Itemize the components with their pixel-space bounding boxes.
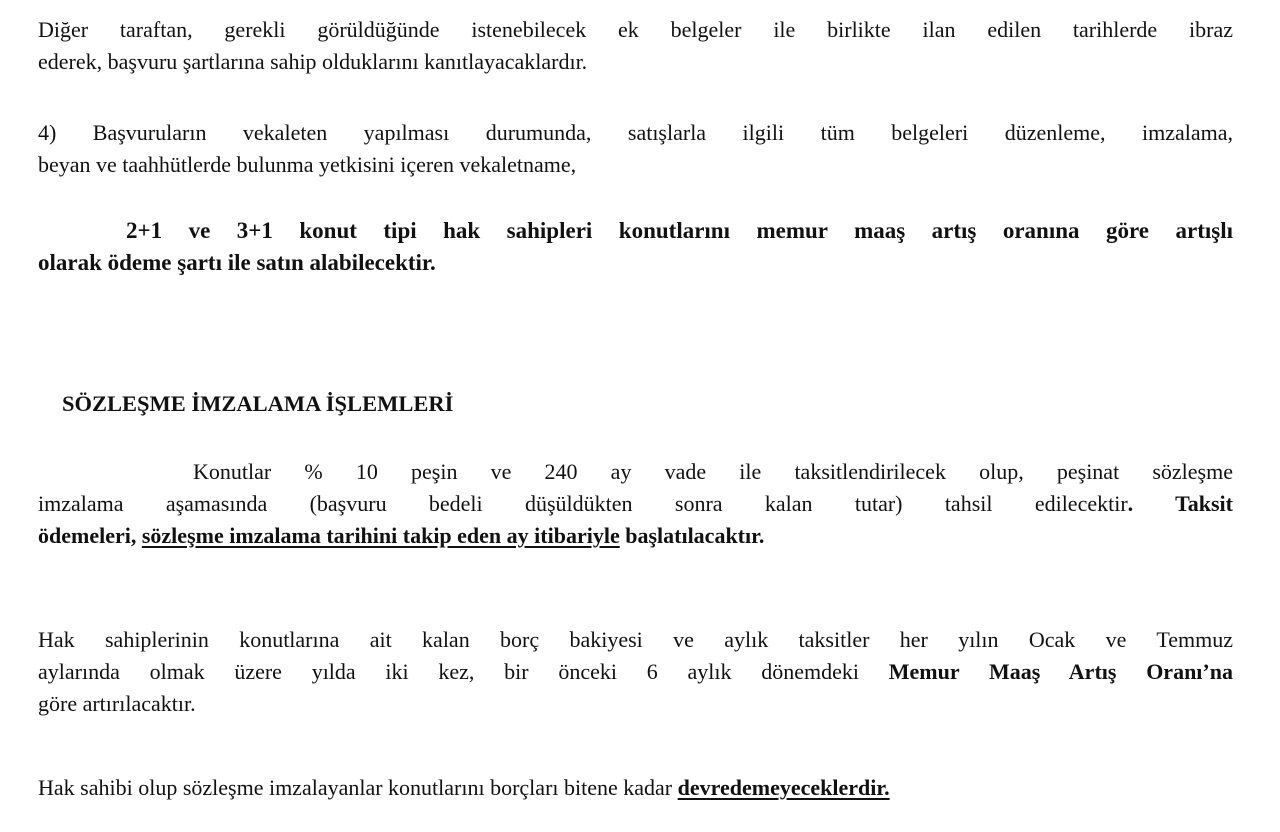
paragraph-transfer-restriction xyxy=(38,772,1233,804)
text-bold: . Taksit xyxy=(1127,491,1233,516)
paragraph-line xyxy=(38,488,1233,520)
text-normal: imzalama aşamasında (başvuru bedeli düşüldükten sonra kalan tutar) tahsil edilecektir xyxy=(38,491,1128,516)
section-heading: SÖZLEŞME İMZALAMA İŞLEMLERİ xyxy=(62,391,454,416)
paragraph-debt-adjustment xyxy=(38,624,1233,720)
text-bold: başlatılacaktır. xyxy=(619,523,765,548)
text-bold-underlined: devredemeyeceklerdir. xyxy=(677,775,890,800)
paragraph-housing-types xyxy=(38,215,1233,279)
paragraph-line: 4) Başvuruların vekaleten yapılması durumunda, satışlarla ilgili tüm belgeleri düzenleme, imzalama, xyxy=(38,120,1233,145)
paragraph-payment-terms xyxy=(38,456,1233,552)
paragraph-line: beyan ve taahhütlerde bulunma yetkisini içeren vekaletname, xyxy=(38,152,577,177)
paragraph-line: 2+1 ve 3+1 konut tipi hak sahipleri konutlarını memur maaş artış oranına göre artışlı xyxy=(126,218,1233,243)
paragraph-line xyxy=(38,656,1233,688)
paragraph-line: ederek, başvuru şartlarına sahip olduklarını kanıtlayacaklardır. xyxy=(38,49,588,74)
paragraph-line: Diğer taraftan, gerekli görüldüğünde istenebilecek ek belgeler ile birlikte ilan edilen tarihlerde ibraz xyxy=(38,17,1233,42)
text-normal: aylarında olmak üzere yılda iki kez, bir önceki 6 aylık dönemdeki xyxy=(38,659,889,684)
paragraph-proxy xyxy=(38,117,1233,181)
paragraph-line: olarak ödeme şartı ile satın alabilecektir. xyxy=(38,250,436,275)
text-underlined: sözleşme imzalama tarihini takip eden ay itibariyle xyxy=(141,523,620,548)
text-bold: Memur Maaş Artış Oranı’na xyxy=(888,659,1233,684)
paragraph-line xyxy=(38,520,1233,552)
paragraph-line: göre artırılacaktır. xyxy=(38,691,196,716)
paragraph-line: Hak sahiplerinin konutlarına ait kalan borç bakiyesi ve aylık taksitler her yılın Ocak ve Temmuz xyxy=(38,627,1233,652)
paragraph-line xyxy=(38,772,1233,804)
text-normal: Hak sahibi olup sözleşme imzalayanlar konutlarını borçları bitene kadar xyxy=(38,775,678,800)
paragraph-line: Konutlar % 10 peşin ve 240 ay vade ile taksitlendirilecek olup, peşinat sözleşme xyxy=(193,459,1233,484)
paragraph-documents xyxy=(38,14,1233,78)
text-bold: ödemeleri, xyxy=(38,523,142,548)
